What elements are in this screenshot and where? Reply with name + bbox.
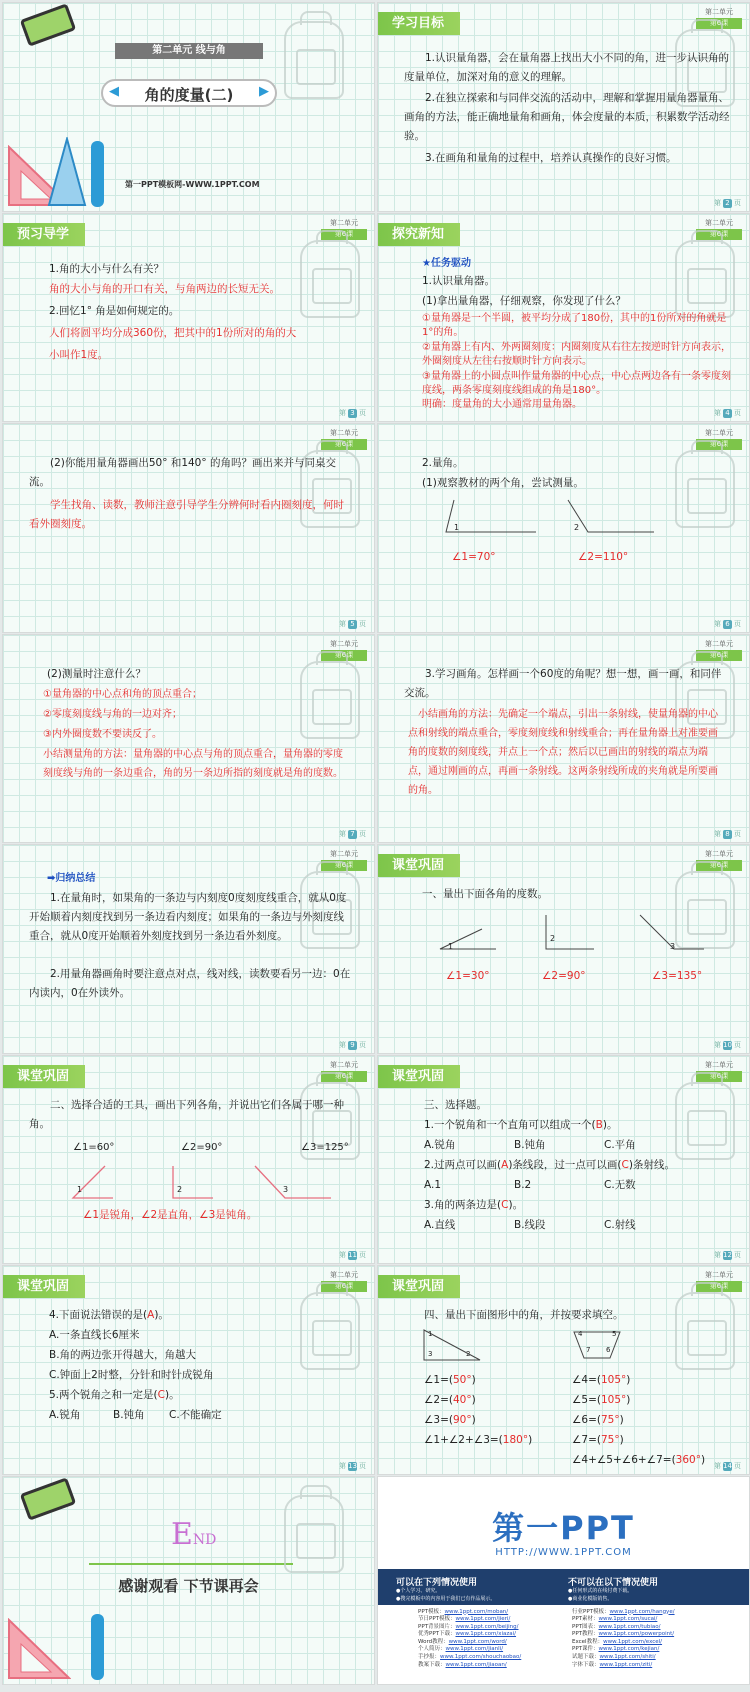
link-label: PPT图表：: [572, 1623, 599, 1630]
page-number: 第 7 页: [339, 830, 366, 838]
page-number: 第 8 页: [714, 830, 741, 838]
links-left: [418, 1609, 521, 1670]
finding-2: ②量角器上有内、外两圈刻度：内圈刻度从右往左按逆时针方向表示，外圈刻度从左往右按顺时针方向表示。: [422, 341, 731, 367]
unit-badge: 第二单元 第6课: [321, 849, 367, 871]
answer-2: ∠2=90°: [542, 970, 586, 982]
slide-12[interactable]: [377, 1055, 750, 1265]
angle-1-label: 1: [454, 523, 460, 532]
eraser-icon: [20, 1477, 77, 1520]
backpack-icon: [300, 1292, 360, 1370]
choice-q4: 4.下面说法错误的是(A)。: [49, 1309, 169, 1321]
link-label: PPT教程：: [572, 1631, 599, 1638]
link-label: 教案下载：: [418, 1661, 446, 1668]
link-url[interactable]: www.1ppt.com/tubiao/: [598, 1623, 661, 1630]
link-label: PPT课件：: [572, 1646, 599, 1653]
choice-q4-option-c[interactable]: C.钟面上2时整，分针和时针成锐角: [49, 1369, 214, 1381]
answer-1: 角的大小与角的开口有关，与角两边的长短无关。: [49, 282, 280, 295]
prev-arrow-icon[interactable]: ◀: [109, 84, 119, 99]
link-url[interactable]: www.1ppt.com/jianli/: [445, 1646, 504, 1653]
backpack-icon: [675, 1082, 735, 1160]
angle-3-label: 3: [283, 1184, 289, 1194]
link-row: [572, 1646, 675, 1654]
answer-row: [572, 1370, 705, 1390]
slide-cover[interactable]: [2, 2, 375, 212]
section-header: 探究新知: [378, 223, 460, 246]
task-label: ★任务驱动: [422, 257, 471, 269]
page-number: 第 5 页: [339, 619, 366, 628]
unit-badge: 第二单元 第6课: [696, 1270, 742, 1292]
answer-prefix: ∠5=(: [572, 1394, 601, 1406]
link-url[interactable]: www.1ppt.com/word/: [448, 1638, 507, 1645]
question-1: 1.角的大小与什么有关？: [49, 262, 165, 275]
link-url[interactable]: www.1ppt.com/powerpoint/: [598, 1631, 675, 1638]
choice-q4-option-a[interactable]: A.一条直线长6厘米: [49, 1329, 140, 1341]
link-url[interactable]: www.1ppt.com/xiazai/: [455, 1631, 517, 1638]
answer-prefix: ∠1=(: [424, 1374, 453, 1386]
unit-badge: 第二单元 第6课: [696, 1060, 742, 1082]
choice-q3-option-b[interactable]: B.线段: [514, 1218, 546, 1231]
page-number: 第 10 页: [714, 1040, 741, 1049]
answer-value: 360°: [675, 1454, 701, 1466]
backpack-icon: [284, 21, 344, 99]
note-1: ①量角器的中心点和角的顶点重合；: [43, 688, 202, 700]
answer-suffix: ): [619, 1414, 624, 1426]
choice-q1: 1.一个锐角和一个直角可以组成一个(B)。: [424, 1118, 618, 1131]
slide-ad[interactable]: [377, 1476, 750, 1686]
goal-3: 3.在画角和量角的过程中，培养认真操作的良好习惯。: [425, 152, 677, 164]
finding-4: 明确：度量角的大小通常用量角器。: [422, 398, 582, 410]
logo-text: 第一PPT: [492, 1508, 635, 1547]
triangle-label-2: 2: [466, 1350, 471, 1358]
answer-3: ∠3=135°: [652, 970, 703, 982]
choice-q3: 3.角的两条边是(C)。: [424, 1198, 524, 1211]
link-row: [418, 1616, 521, 1624]
answer-suffix: ): [700, 1454, 706, 1466]
task-1: 1.认识量角器。: [422, 274, 496, 287]
link-url[interactable]: www.1ppt.com/kejian/: [598, 1646, 660, 1653]
choice-q2-option-b[interactable]: B.2: [514, 1178, 532, 1191]
drawn-angles: [63, 1162, 343, 1202]
question: (2)你能用量角器画出50° 和140° 的角吗？画出来并与同桌交流。: [29, 457, 336, 488]
question: 3.学习画角。怎样画一个60度的角呢？想一想，画一画，和同伴交流。: [404, 667, 722, 699]
answer-prefix: ∠7=(: [572, 1434, 601, 1446]
answer-prefix: ∠6=(: [572, 1414, 601, 1426]
answer-suffix: ): [471, 1394, 476, 1406]
answer-suffix: ): [471, 1374, 476, 1386]
choice-q3-option-c[interactable]: C.射线: [604, 1218, 636, 1231]
angle-2: [568, 500, 654, 532]
link-url[interactable]: www.1ppt.com/excel/: [603, 1638, 663, 1645]
answer-suffix: ): [626, 1394, 631, 1406]
choice-q5-option-c[interactable]: C.不能确定: [169, 1409, 222, 1421]
step-desc: (1)观察教材的两个角，尝试测量。: [422, 477, 584, 489]
cant-title: 不可以在以下情况使用: [568, 1577, 659, 1588]
unit-badge: 第二单元 第6课: [696, 428, 742, 450]
next-arrow-icon[interactable]: ▶: [259, 84, 269, 99]
unit-label: 第二单元 线与角: [115, 43, 263, 59]
choice-q1-option-a[interactable]: A.锐角: [424, 1138, 456, 1151]
angle-1: [446, 500, 536, 532]
choice-q5-option-a[interactable]: A.锐角: [49, 1409, 81, 1421]
question: 一、量出下面各角的度数。: [422, 888, 548, 900]
answer-row: [424, 1390, 532, 1410]
choice-q2-option-a[interactable]: A.1: [424, 1178, 442, 1191]
answer-value: 75°: [601, 1434, 620, 1446]
angle-3-label: 3: [670, 942, 676, 951]
slide-6[interactable]: [377, 423, 750, 633]
choice-q1-option-b[interactable]: B.钝角: [514, 1138, 546, 1151]
finding-1: ①量角器是一个半圆，被平均分成了180份，其中的1份所对的角就是1°的角。: [422, 312, 727, 338]
eraser-icon: [20, 3, 77, 46]
backpack-icon: [675, 1292, 735, 1370]
slide-2[interactable]: [377, 2, 750, 212]
page-number: 第 13 页: [339, 1461, 366, 1470]
unit-badge: 第二单元 第6课: [321, 428, 367, 450]
link-row: [418, 1654, 521, 1662]
pen-icon: [91, 1614, 104, 1680]
link-label: 试题下载：: [572, 1654, 600, 1661]
summary-2: 2.用量角器画角时要注意点对点，线对线，读数要看另一边：0在内读内，0在外读外。: [29, 968, 351, 999]
choice-q2-option-c[interactable]: C.无数: [604, 1178, 636, 1191]
section-header: 预习导学: [3, 223, 85, 246]
page-number: 第 4 页: [714, 409, 741, 417]
can-1: ●个人学习、研究。: [396, 1587, 441, 1594]
slide-11[interactable]: [2, 1055, 375, 1265]
link-area: [378, 1605, 749, 1685]
backpack-icon: [300, 661, 360, 739]
choice-q3-option-a[interactable]: A.直线: [424, 1218, 456, 1231]
answer: 学生找角、读数，教师注意引导学生分辨何时看内圈刻度，何时看外圈刻度。: [29, 499, 344, 530]
link-label: 行业PPT模板：: [572, 1608, 610, 1615]
usage-panel: [378, 1569, 749, 1685]
slide-13[interactable]: [2, 1265, 375, 1475]
link-url[interactable]: www.1ppt.com/jieri/: [455, 1616, 511, 1623]
link-url[interactable]: www.1ppt.com/shouchaobao/: [440, 1654, 522, 1661]
answer-2b: 小叫作1度。: [49, 348, 109, 361]
answers-left: [424, 1370, 532, 1450]
link-label: PPT模板：: [418, 1608, 445, 1615]
end-mark: END: [171, 1516, 217, 1552]
answer-1: ∠1=30°: [446, 970, 490, 982]
pen-icon: [91, 141, 104, 207]
answer-row: [572, 1450, 705, 1470]
given-2: ∠2=90°: [181, 1141, 223, 1153]
page-number: 第 14 页: [714, 1461, 741, 1470]
answer-1: ∠1=70°: [452, 551, 496, 563]
answer-value: 50°: [453, 1374, 472, 1386]
given-3: ∠3=125°: [301, 1141, 349, 1153]
page-number: 第 3 页: [339, 409, 366, 417]
link-row: [418, 1646, 521, 1654]
link-label: 手抄报：: [418, 1654, 441, 1661]
cover-title: 角的度量(二): [144, 86, 234, 104]
slide-9[interactable]: [2, 844, 375, 1054]
page-number: 第 9 页: [339, 1040, 366, 1049]
note-3: ③内外圈度数不要读反了。: [43, 728, 162, 740]
cant-1: ●任何形式的在线付费下载。: [568, 1587, 633, 1594]
link-url[interactable]: www.1ppt.com/beijing/: [455, 1623, 519, 1630]
angle-2-label: 2: [574, 523, 580, 532]
answer-value: 105°: [601, 1394, 627, 1406]
slide-end[interactable]: [2, 1476, 375, 1686]
answer-suffix: ): [619, 1434, 624, 1446]
title-pill: [101, 79, 277, 107]
question: (2)测量时注意什么？: [47, 667, 146, 680]
section-header: 课堂巩固: [378, 1065, 460, 1088]
trapezoid-label-5: 5: [612, 1330, 617, 1338]
link-row: [418, 1631, 521, 1639]
slide-5[interactable]: [2, 423, 375, 633]
thanks-text: 感谢观看 下节课再会: [118, 1576, 259, 1595]
answer-suffix: ): [471, 1414, 476, 1426]
ruler-icon: [47, 137, 87, 207]
link-url[interactable]: www.1ppt.com/shiti/: [599, 1654, 656, 1661]
page-number: 第 6 页: [714, 619, 741, 628]
slide-7[interactable]: [2, 634, 375, 844]
answer-value: 90°: [453, 1414, 472, 1426]
section-header: 课堂巩固: [3, 1065, 85, 1088]
finding-3: ③量角器上的小圆点叫作量角器的中心点，中心点两边各有一条零度刻度线，两条零度刻度线组成的角是180°。: [422, 370, 731, 396]
answer-row: [424, 1410, 532, 1430]
link-url[interactable]: www.1ppt.com/sucai/: [598, 1616, 658, 1623]
summary-heading: ➡归纳总结: [47, 873, 96, 884]
link-row: [572, 1654, 675, 1662]
link-url[interactable]: www.1ppt.com/moban/: [444, 1608, 509, 1615]
answer-suffix: ): [626, 1374, 631, 1386]
page-number: 第 2 页: [714, 198, 741, 207]
answers-right: [572, 1370, 705, 1470]
angle-3: [255, 1166, 331, 1198]
unit-badge: 第二单元 第6课: [321, 218, 367, 240]
choice-q5: 5.两个锐角之和一定是(C)。: [49, 1389, 180, 1401]
section-header: 课堂巩固: [378, 854, 460, 877]
question: 二、选择合适的工具，画出下列各角，并说出它们各属于哪一种角。: [29, 1098, 344, 1130]
given-1: ∠1=60°: [73, 1141, 115, 1153]
question-2: 2.回忆1° 角是如何规定的。: [49, 304, 180, 317]
link-label: PPT背景图片：: [418, 1623, 456, 1630]
slide-10[interactable]: [377, 844, 750, 1054]
link-label: PPT素材：: [572, 1616, 599, 1623]
task-2: (1)拿出量角器，仔细观察，你发现了什么？: [422, 294, 626, 307]
link-url[interactable]: www.1ppt.com/jiaoan/: [445, 1661, 507, 1668]
section-header: 课堂巩固: [3, 1275, 85, 1298]
link-label: 优秀PPT下载：: [418, 1631, 456, 1638]
question: 四、量出下面图形中的角，并按要求填空。: [424, 1309, 624, 1321]
unit-badge: 第二单元 第6课: [321, 1270, 367, 1292]
link-row: [572, 1662, 675, 1670]
question-heading: 三、选择题。: [424, 1098, 487, 1111]
unit-badge: 第二单元 第6课: [696, 639, 742, 661]
link-label: Excel教程：: [572, 1638, 604, 1645]
choice-q2: 2.过两点可以画(A)条线段，过一点可以画(C)条射线。: [424, 1158, 675, 1171]
answer-2: ∠2=110°: [578, 551, 629, 563]
slide-14[interactable]: [377, 1265, 750, 1475]
summary: 小结测量角的方法：量角器的中心点与角的顶点重合，量角器的零度刻度线与角的一条边重合，角的另一条边所指的刻度就是角的度数。: [43, 748, 343, 779]
page-number: 第 11 页: [339, 1251, 366, 1259]
trapezoid-label-7: 7: [586, 1346, 591, 1354]
answer-2a: 人们将圆平均分成360份，把其中的1份所对的角的大: [49, 326, 297, 339]
answer-prefix: ∠3=(: [424, 1414, 453, 1426]
section-header: 课堂巩固: [378, 1275, 460, 1298]
answer-row: [424, 1430, 532, 1450]
trapezoid-label-6: 6: [606, 1346, 611, 1354]
backpack-icon: [284, 1495, 344, 1573]
page-number: 第 12 页: [714, 1251, 741, 1259]
link-row: [418, 1662, 521, 1670]
choice-q5-option-b[interactable]: B.钝角: [113, 1409, 145, 1421]
can-2: ●搜完模板中的内容用于我们已有作品展示。: [396, 1595, 496, 1602]
answer-suffix: ): [528, 1434, 533, 1446]
choice-q4-option-b[interactable]: B.角的两边张开得越大，角越大: [49, 1349, 197, 1361]
link-label: 节日PPT模板：: [418, 1616, 456, 1623]
set-square-icon: [7, 1618, 71, 1680]
angle-2-label: 2: [550, 934, 556, 943]
note-2: ②零度刻度线与角的一边对齐；: [43, 708, 182, 720]
answer-row: [424, 1370, 532, 1390]
unit-badge: 第二单元 第6课: [696, 849, 742, 871]
link-url[interactable]: www.1ppt.com/hangye/: [609, 1608, 675, 1615]
link-row: [572, 1609, 675, 1617]
angle-1-label: 1: [448, 942, 454, 951]
link-label: Word教程：: [418, 1638, 449, 1645]
links-right: [572, 1609, 675, 1670]
slide-3[interactable]: [2, 213, 375, 423]
answer-prefix: ∠2=(: [424, 1394, 453, 1406]
link-row: [572, 1616, 675, 1624]
link-label: 个人简历：: [418, 1646, 446, 1653]
link-row: [418, 1609, 521, 1617]
goal-1: 1.认识量角器，会在量角器上找出大小不同的角，进一步认识角的度量单位，加深对角的意义的理解。: [404, 52, 730, 83]
triangle-label-3: 3: [428, 1350, 433, 1358]
step-label: 2.量角。: [422, 457, 464, 469]
answer-row: [572, 1430, 705, 1450]
answer-value: 180°: [502, 1434, 529, 1446]
backpack-icon: [675, 240, 735, 318]
unit-badge: 第二单元 第6课: [321, 639, 367, 661]
summary-1: 1.在量角时，如果角的一条边与内刻度0度刻度线重合，就从0度开始顺着内刻度找到另一条边看内刻度；如果角的一条边与外刻度线重合，就从0度开始顺着外刻度找到另一条边看外刻度。: [29, 892, 347, 942]
divider: [89, 1563, 293, 1565]
slide-4[interactable]: [377, 213, 750, 423]
answer-value: 105°: [601, 1374, 627, 1386]
goal-2: 2.在独立探索和与同伴交流的活动中，理解和掌握用量角器量角、画角的方法，能正确地量角和画角，体会度量的本质，积累数学活动经验。: [404, 92, 730, 142]
answer-prefix: ∠1+∠2+∠3=(: [424, 1434, 503, 1446]
cant-2: ●商业化模版销售。: [568, 1595, 613, 1602]
section-header: 学习目标: [378, 12, 460, 35]
answer-row: [572, 1390, 705, 1410]
logo-url[interactable]: HTTP://WWW.1PPT.COM: [495, 1546, 632, 1558]
can-title: 可以在下列情况使用: [396, 1577, 478, 1588]
answer: ∠1是锐角，∠2是直角，∠3是钝角。: [83, 1208, 258, 1221]
unit-badge: 第二单元 第6课: [696, 7, 742, 29]
unit-badge: 第二单元 第6课: [696, 218, 742, 240]
answer-row: [572, 1410, 705, 1430]
backpack-icon: [300, 240, 360, 318]
unit-badge: 第二单元 第6课: [321, 1060, 367, 1082]
trapezoid-label-4: 4: [578, 1330, 583, 1338]
link-label: 字体下载：: [572, 1661, 600, 1668]
answer-prefix: ∠4+∠5+∠6+∠7=(: [572, 1454, 676, 1466]
triangle-label-1: 1: [428, 1330, 433, 1338]
answer-value: 40°: [453, 1394, 472, 1406]
link-row: [572, 1631, 675, 1639]
site-label: 第一PPT模板网-WWW.1PPT.COM: [125, 180, 260, 189]
angle-2-label: 2: [177, 1184, 183, 1194]
slide-8[interactable]: [377, 634, 750, 844]
choice-q1-option-c[interactable]: C.平角: [604, 1138, 636, 1151]
answer-value: 75°: [601, 1414, 620, 1426]
answer-prefix: ∠4=(: [572, 1374, 601, 1386]
link-url[interactable]: www.1ppt.com/ziti/: [599, 1661, 653, 1668]
angle-figures: [428, 496, 688, 542]
summary: 小结画角的方法：先确定一个端点，引出一条射线，使量角器的中心点和射线的端点重合，零度刻度线和射线重合；再在量角器上对准要画角的度数的刻度线，并点上一个点；然后以已画出的射线的端点为端点，通过刚画的点，再画一条射线。这两条射线所成的夹角就是所要画的角。: [408, 708, 718, 796]
angle-1-label: 1: [77, 1184, 83, 1194]
